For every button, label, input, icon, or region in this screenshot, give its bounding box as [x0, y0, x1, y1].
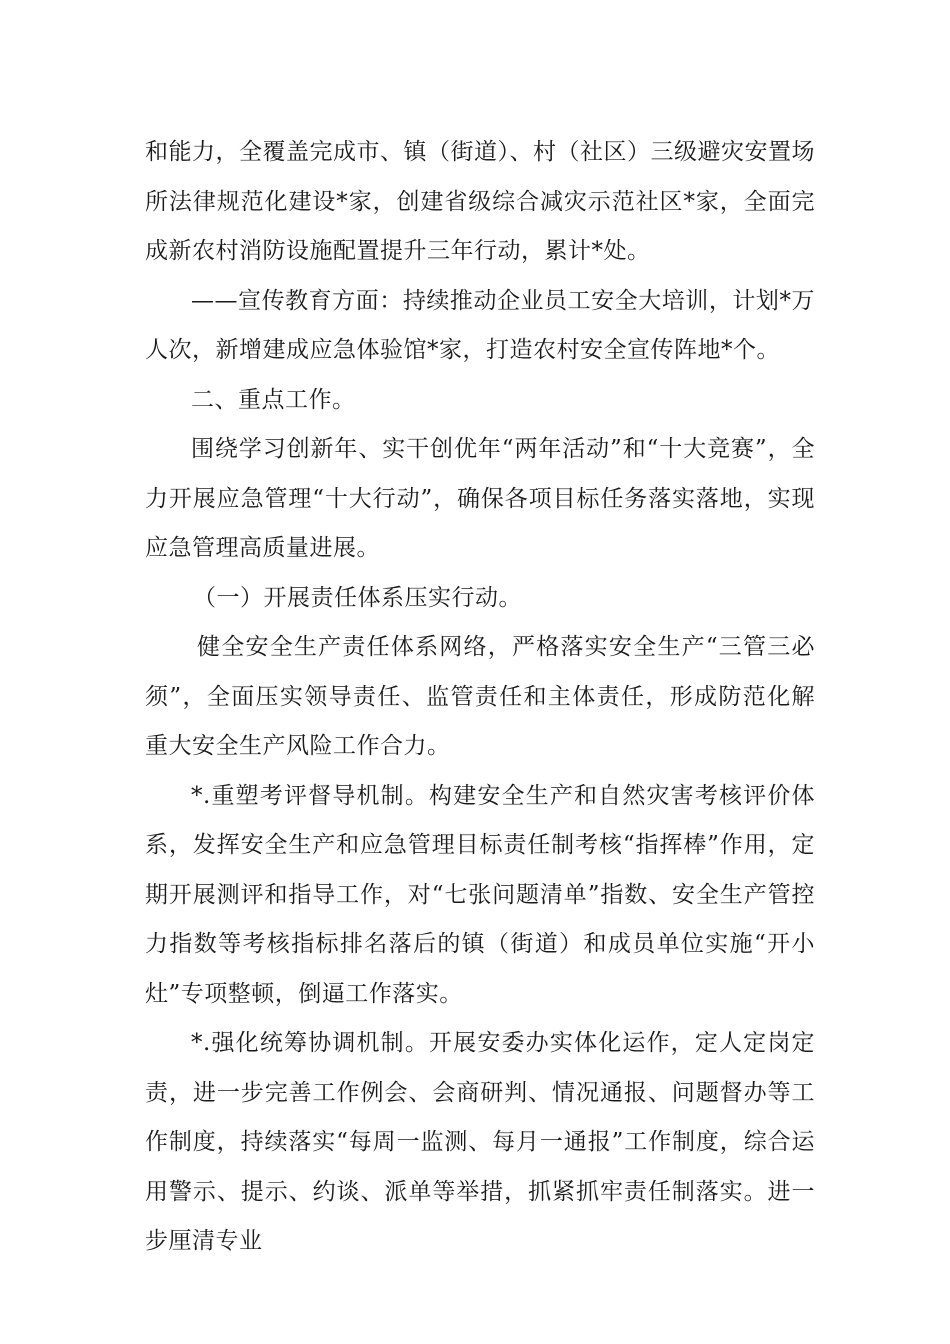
heading-key-work: 二、重点工作。 [191, 386, 356, 413]
document-page [145, 128, 815, 1267]
paragraph-publicity-education: ——宣传教育方面：持续推动企业员工安全大培训，计划*万人次，新增建成应急体验馆*家，打造农村安全宣传阵地*个。 [145, 287, 815, 363]
paragraph-ten-actions: 围绕学习创新年、实干创优年“两年活动”和“十大竞赛”，全力开展应急管理“十大行动”，确保各项目标任务落实落地，实现应急管理高质量进展。 [145, 436, 815, 561]
paragraph-coordination-mechanism: *.强化统筹协调机制。开展安委办实体化运作，定人定岗定责，进一步完善工作例会、会商研判、情况通报、问题督办等工作制度，持续落实“每周一监测、每月一通报”工作制度，综合运用警示、提示、约谈、派单等举措，抓紧抓牢责任制落实。进一步厘清专业 [145, 1030, 815, 1254]
paragraph-responsibility-system: 健全安全生产责任体系网络，严格落实安全生产“三管三必须”，全面压实领导责任、监管责任和主体责任，形成防范化解重大安全生产风险工作合力。 [145, 634, 815, 759]
heading-responsibility-action: （一）开展责任体系压实行动。 [193, 584, 522, 611]
paragraph-evaluation-mechanism: *.重塑考评督导机制。构建安全生产和自然灾害考核评价体系，发挥安全生产和应急管理目标责任制考核“指挥棒”作用，定期开展测评和指导工作，对“七张问题清单”指数、安全生产管控力指数等考核指标排名落后的镇（街道）和成员单位实施“开小灶”专项整顿，倒逼工作落实。 [145, 782, 815, 1007]
paragraph-disaster-shelter: 和能力，全覆盖完成市、镇（街道）、村（社区）三级避灾安置场所法律规范化建设*家，创建省级综合减灾示范社区*家，全面完成新农村消防设施配置提升三年行动，累计*处。 [145, 139, 815, 264]
